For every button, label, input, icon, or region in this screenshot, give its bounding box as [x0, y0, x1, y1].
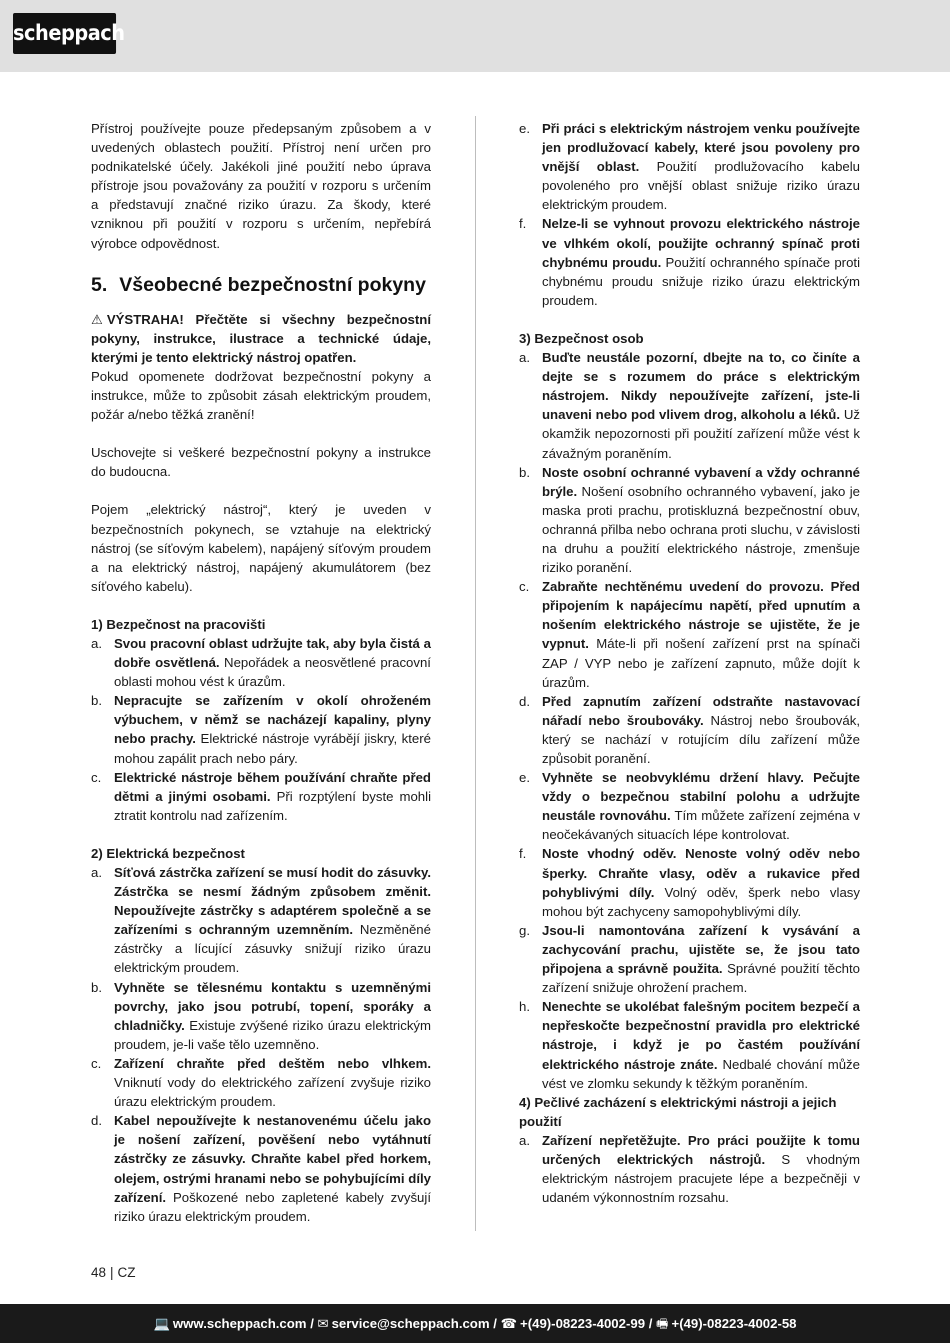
website-link[interactable]: www.scheppach.com: [172, 1316, 307, 1331]
list-item: d. Před zapnutím zařízení odstraňte nastavovací nářadí nebo šroubováky. Nástroj nebo šroubovák, který se nachází v rotujícím dílu zařízení může způsobit poranění.: [519, 693, 860, 766]
list-item: g. Jsou-li namontována zařízení k vysávání a zachycování prachu, ujistěte se, že jsou tato připojena a správně použita. Správné použití těchto zařízení snižuje ohrožení prachem.: [519, 922, 860, 996]
list-item: e. Při práci s elektrickým nástrojem venku používejte jen prodlužovací kabely, které jsou povoleny pro vnější oblast. Použití prodlužovacího kabelu povoleného pro vnější oblast snižuje riziko úrazu elektrickým proudem.: [519, 121, 860, 213]
fax-icon: 🖷: [656, 1316, 669, 1331]
tool-care-list: [519, 1131, 860, 1207]
section-heading: 5. Všeobecné bezpečnostní pokyny: [91, 273, 426, 296]
list-item: b. Noste osobní ochranné vybavení a vždy ochranné brýle. Nošení osobního ochranného vybavení, jako je maska proti prachu, protiskluzná bezpečnostní obuv, ochranná přilba nebo ochrana proti sluchu, v závislosti na druhu a použití elektrického nástroje, zmenšuje riziko poranění.: [519, 464, 860, 576]
left-column: [91, 119, 431, 1226]
list-item: h. Nenechte se ukolébat falešným pocitem bezpečí a nepřeskočte bezpečnostní pravidla pro elektrické nástroje, i když je po častém používání elektrického nástroje znáte. Nedbalé chování může vést ve zlomku sekundy k těžkým poraněním.: [519, 999, 860, 1091]
list-item: a. Síťová zástrčka zařízení se musí hodit do zásuvky. Zástrčka se nesmí žádným způsobem změnit. Nepoužívejte zástrčky s adaptérem společně a se zařízeními s ochranným uzemněním. Nezměněné zástrčky a lícující zásuvky snižují riziko úrazu elektrickým proudem.: [91, 865, 431, 976]
subsection-title-personal: 3) Bezpečnost osob: [519, 330, 644, 346]
list-item: c. Zařízení chraňte před deštěm nebo vlhkem. Vniknutí vody do elektrického zařízení zvyšuje riziko úrazu elektrickým proudem.: [91, 1055, 431, 1110]
workplace-safety-list: [91, 634, 431, 825]
fax-number: +(49)-08223-4002-58: [671, 1316, 797, 1331]
list-item: f. Noste vhodný oděv. Nenoste volný oděv nebo šperky. Chraňte vlasy, oděv a rukavice před pohyblivými díly. Volný oděv, šperk nebo vlasy mohou být zachyceny samopohyblivými díly.: [519, 846, 860, 919]
list-item: f. Nelze-li se vyhnout provozu elektrického nástroje ve vlhkém okolí, použijte ochranný spínač proti chybnému proudu. Použití ochranného spínače proti chybnému proudu snižuje riziko úrazu elektrickým proudem.: [519, 216, 861, 308]
list-item: a. Buďte neustále pozorní, dbejte na to, co činíte a dejte se s rozumem do práce s elektrickým nástrojem. Nikdy nepoužívejte zařízení, jste-li unaveni nebo pod vlivem drog, alkoholu a léků. Už okamžik nepozornosti při použití zařízení může vést k závažným poraněním.: [519, 350, 860, 461]
phone-icon: ☎: [500, 1316, 518, 1331]
right-column: [519, 119, 860, 1207]
term-paragraph: Pojem „elektrický nástroj“, který je uveden v bezpečnostních pokynech, se vztahuje na elektrický nástroj (se síťovým kabelem), napájený síťovým proudem a na elektrický nástroj, napájený akumulátorem (bez síťového kabelu).: [91, 502, 431, 594]
personal-safety-list: [519, 348, 860, 1093]
page-header: [0, 0, 950, 72]
mail-icon: ✉: [317, 1316, 329, 1331]
computer-icon: 💻: [153, 1316, 170, 1331]
electrical-safety-list: [91, 863, 431, 1226]
email-link[interactable]: service@scheppach.com: [331, 1316, 490, 1331]
subsection-title-tool-care: 4) Pečlivé zacházení s elektrickými nástroji a jejich použití: [519, 1094, 837, 1129]
intro-paragraph: Přístroj používejte pouze předepsaným způsobem a v uvedených oblastech použití. Přístroj není určen pro podnikatelské účely. Jakékoli jiné použití nebo úprava přístroje jsou považovány za použití v rozporu s určením a představují značné riziko úrazu. Za škody, které vzniknou při použití v rozporu s určením, nepřebírá výrobce odpovědnost.: [91, 121, 431, 251]
keep-instructions-paragraph: Uschovejte si veškeré bezpečnostní pokyny a instrukce do budoucna.: [91, 445, 431, 480]
scheppach-logo: scheppach: [13, 13, 116, 54]
list-item: a. Svou pracovní oblast udržujte tak, aby byla čistá a dobře osvětlená. Nepořádek a neosvětlené pracovní oblasti mohou vést k úrazům.: [91, 635, 431, 690]
list-item: a. Zařízení nepřetěžujte. Pro práci použijte k tomu určených elektrických nástrojů. S vhodným elektrickým nástrojem pracujete lépe a bezpečněji v udaném výkonnostním rozsahu.: [519, 1132, 860, 1206]
warning-icon: ⚠: [91, 311, 103, 327]
page-footer: 💻 www.scheppach.com / ✉ service@scheppach.com / ☎ +(49)-08223-4002-99 / 🖷 +(49)-08223-4002-58: [0, 1304, 950, 1343]
list-item: b. Nepracujte se zařízením v okolí ohroženém výbuchem, v němž se nacházejí kapaliny, plyny nebo prachy. Elektrické nástroje vyrábějí jiskry, které mohou zapálit prach nebo páry.: [91, 693, 431, 766]
electrical-safety-list-continued: [519, 119, 860, 310]
subsection-title-electrical: 2) Elektrická bezpečnost: [91, 845, 245, 861]
subsection-title-workplace: 1) Bezpečnost na pracovišti: [91, 616, 266, 632]
list-item: d. Kabel nepoužívejte k nestanovenému účelu jako je nošení zařízení, pověšení nebo vytáhnutí zástrčky ze zásuvky. Chraňte kabel před horkem, olejem, ostrými hranami nebo se pohybujícími díly zařízení. Poškozené nebo zapletené kabely zvyšují riziko úrazu elektrickým proudem.: [91, 1113, 431, 1224]
list-item: c. Zabraňte nechtěnému uvedení do provozu. Před připojením k napájecímu napětí, před upnutím a nošením elektrického nástroje se ujistěte, že je vypnut. Máte-li při nošení zařízení prst na spínači ZAP / VYP nebo je zařízení zapnuto, může dojít k úrazům.: [519, 579, 860, 690]
page-number: 48 | CZ: [91, 1265, 136, 1280]
phone-number: +(49)-08223-4002-99: [520, 1316, 646, 1331]
warning-paragraph: ⚠ VÝSTRAHA! Přečtěte si všechny bezpečnostní pokyny, instrukce, ilustrace a technické údaje, kterými je tento elektrický nástroj opatřen. Pokud opomenete dodržovat bezpečnostní pokyny a instrukce, může to způsobit zásah elektrickým proudem, požár a/nebo těžká zranění!: [91, 311, 431, 423]
list-item: e. Vyhněte se neobvyklému držení hlavy. Pečujte vždy o bezpečnou stabilní polohu a udržujte neustále rovnováhu. Tím můžete zařízení zejména v neočekávaných situacích lépe kontrolovat.: [519, 770, 860, 843]
list-item: b. Vyhněte se tělesnému kontaktu s uzemněnými povrchy, jako jsou potrubí, topení, sporáky a chladničky. Existuje zvýšené riziko úrazu elektrickým proudem, je-li vaše tělo uzemněno.: [91, 979, 431, 1052]
list-item: c. Elektrické nástroje během používání chraňte před dětmi a jinými osobami. Při rozptýlení byste mohli ztratit kontrolu nad zařízením.: [91, 769, 431, 823]
column-divider: [475, 116, 476, 1231]
